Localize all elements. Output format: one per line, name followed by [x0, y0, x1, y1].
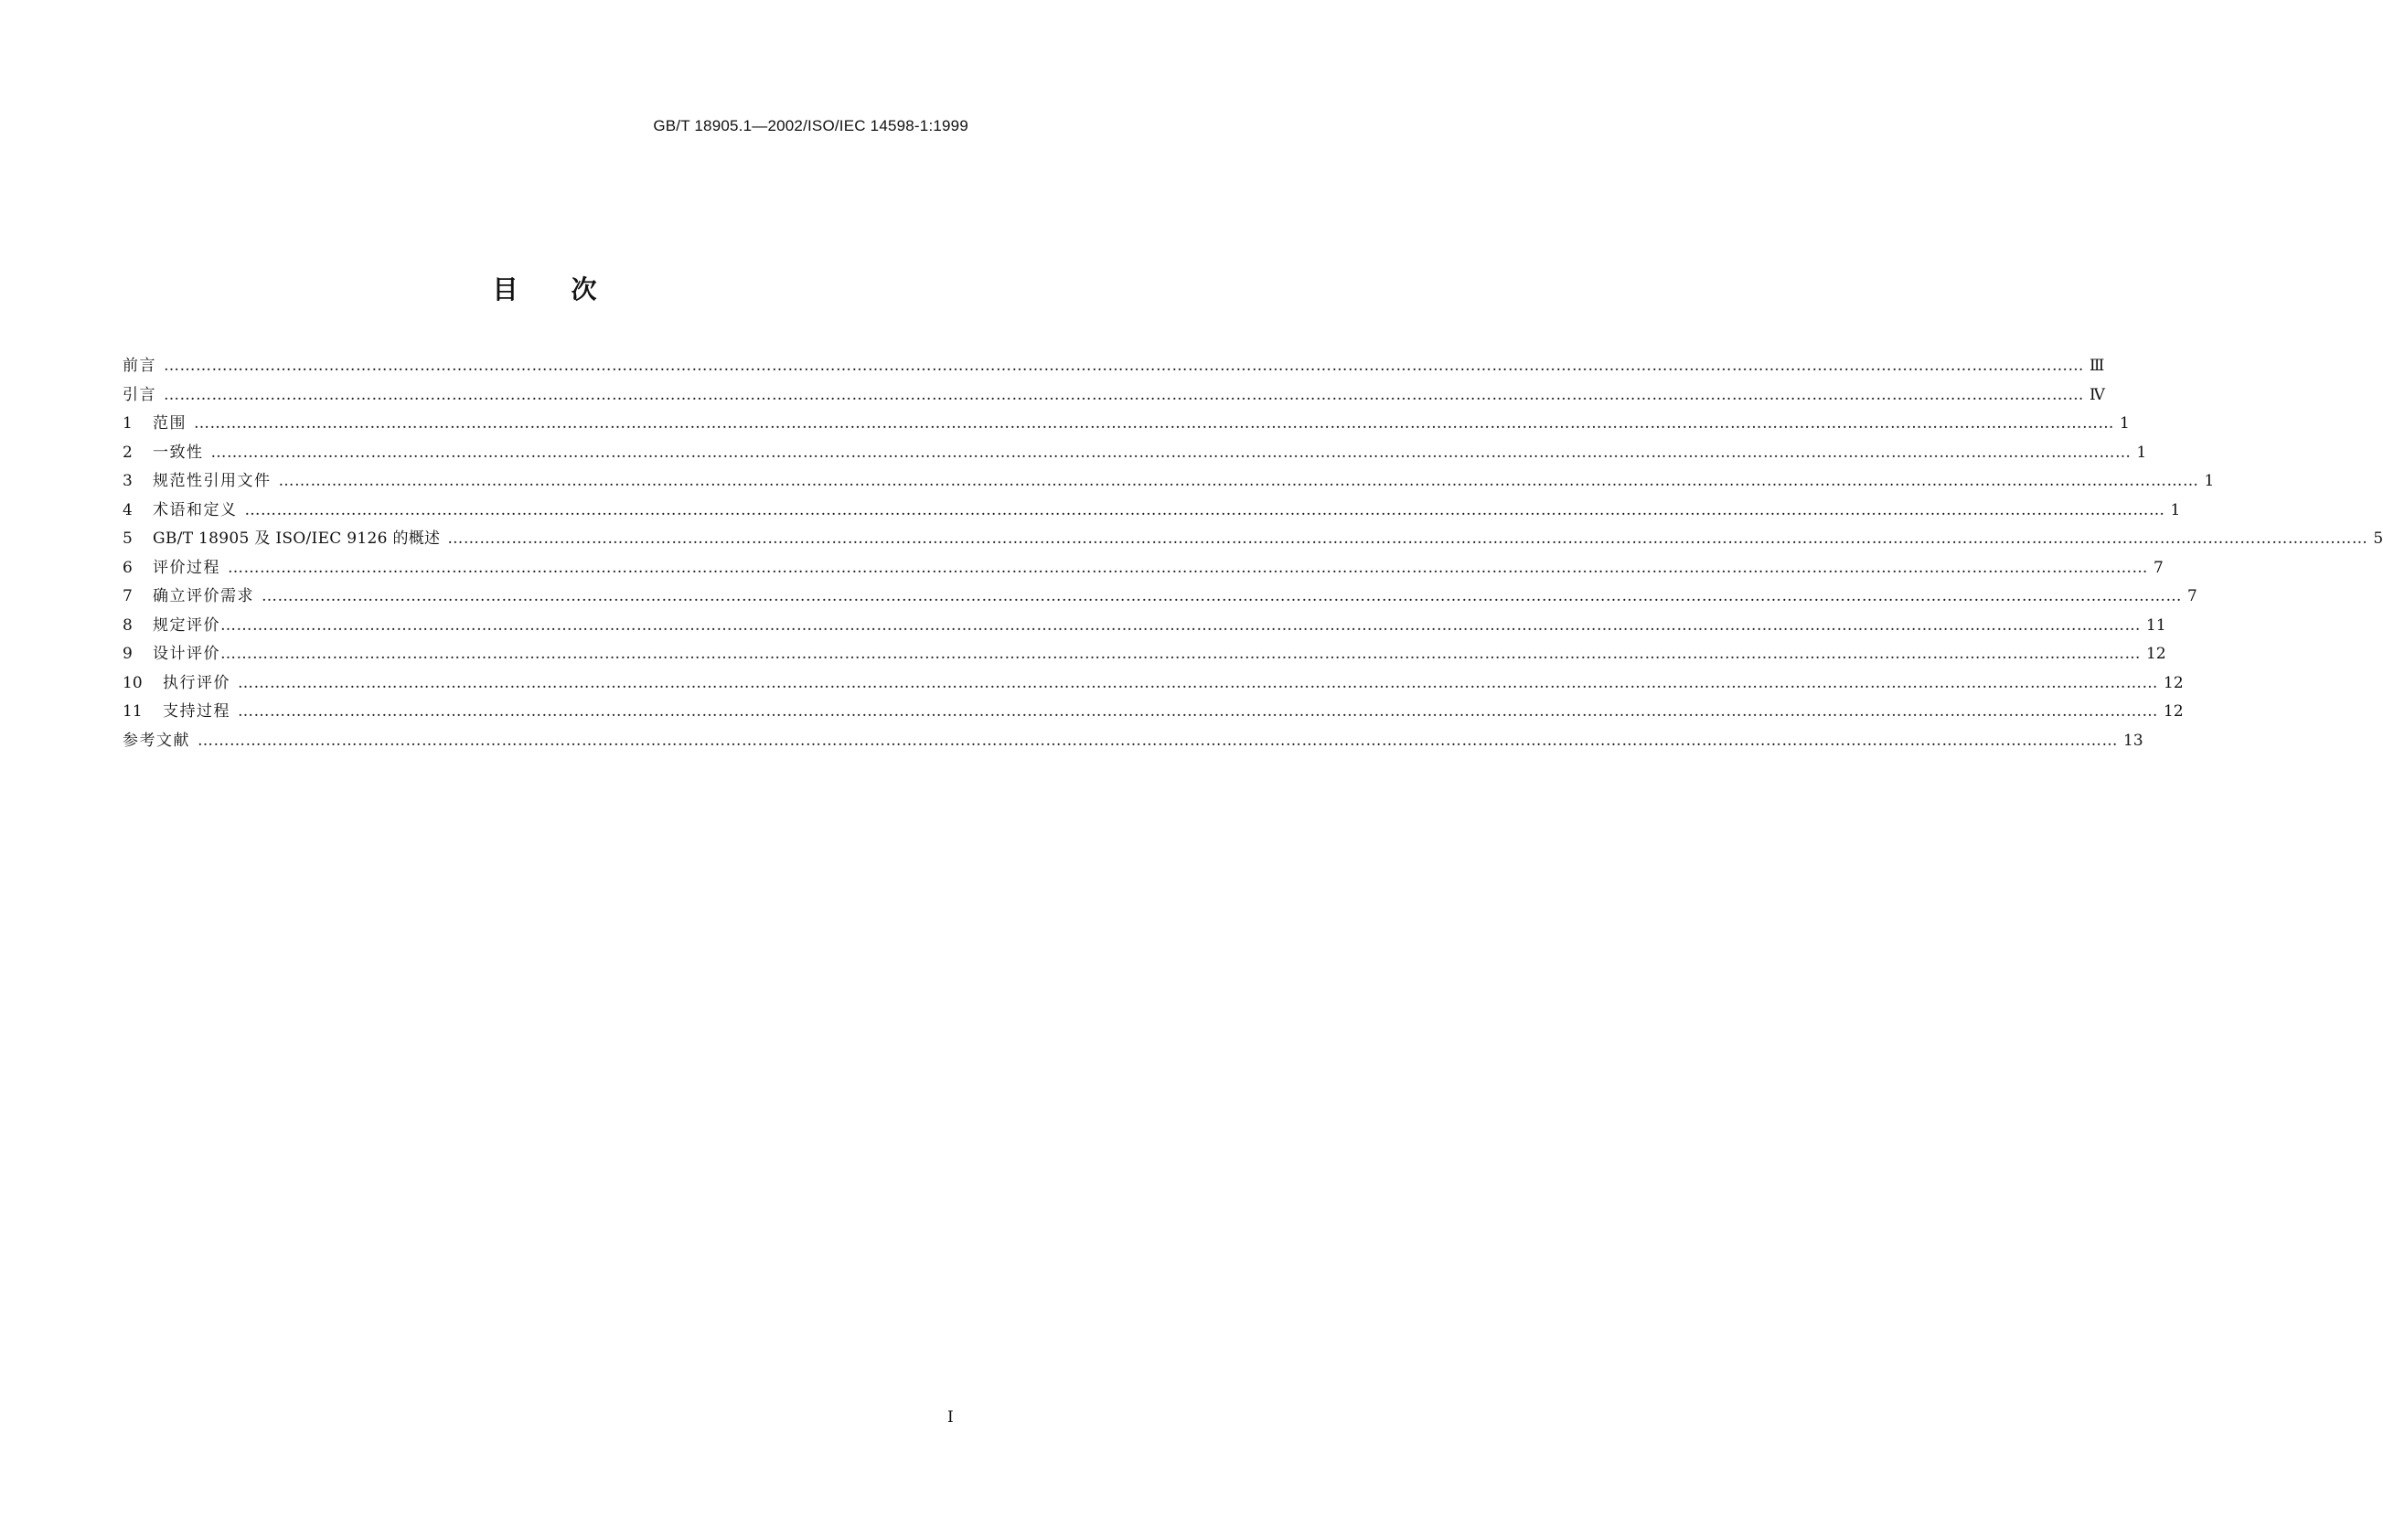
toc-entry-normative-references[interactable] — [123, 467, 2215, 497]
toc-entry-number: 9 — [123, 645, 133, 663]
toc-entry-label: 支持过程 — [163, 702, 230, 721]
toc-entry-execute-evaluation[interactable] — [123, 669, 2184, 699]
toc-leader-dots: ……………………………………………………………………………………………………………………………………………………………………………………………………………………………………………………………………………………………………………………………… — [278, 472, 2199, 490]
toc-entry-conformance[interactable] — [123, 439, 2147, 468]
toc-entry-page: 7 — [2153, 558, 2164, 577]
toc-entry-label: 一致性 — [153, 443, 204, 462]
toc-entry-number: 10 — [123, 673, 143, 692]
table-of-contents — [123, 352, 2383, 755]
toc-entry-label: 范围 — [153, 414, 187, 433]
standard-code-header: GB/T 18905.1—2002/ISO/IEC 14598-1:1999 — [653, 117, 968, 134]
toc-entry-number: 11 — [123, 702, 143, 721]
toc-leader-dots: ……………………………………………………………………………………………………………………………………………………………………………………………………………………………………………………………………………………………………………………………… — [447, 529, 2368, 548]
toc-entry-number: 7 — [123, 587, 133, 605]
toc-entry-page: 1 — [2120, 414, 2130, 433]
toc-entry-label: 术语和定义 — [153, 500, 238, 519]
toc-entry-specify-evaluation[interactable] — [123, 612, 2166, 641]
toc-entry-page: Ⅲ — [2089, 357, 2105, 375]
toc-entry-page: 5 — [2373, 529, 2383, 548]
toc-leader-dots: ……………………………………………………………………………………………………………………………………………………………………………………………………………………………………………………………………………………………………………………………… — [220, 645, 2141, 663]
toc-entry-page: 13 — [2123, 731, 2143, 750]
toc-entry-label: 参考文献 — [123, 731, 190, 750]
toc-leader-dots: ……………………………………………………………………………………………………………………………………………………………………………………………………………………………………………………………………………………………………………………………… — [238, 673, 2158, 692]
toc-entry-page: Ⅳ — [2089, 385, 2105, 404]
toc-entry-number: 4 — [123, 500, 133, 519]
toc-entry-page: 12 — [2164, 702, 2184, 721]
toc-entry-label: 前言 — [123, 357, 156, 375]
toc-title: 目次 — [492, 273, 650, 305]
toc-entry-label: 评价过程 — [153, 558, 220, 577]
toc-entry-bibliography[interactable] — [123, 727, 2143, 756]
toc-entry-page: 12 — [2146, 645, 2166, 663]
toc-entry-evaluation-process[interactable] — [123, 554, 2164, 583]
toc-entry-label: GB/T 18905 及 ISO/IEC 9126 的概述 — [153, 529, 441, 548]
toc-entry-introduction[interactable] — [123, 381, 2105, 411]
toc-entry-scope[interactable] — [123, 410, 2130, 439]
toc-leader-dots: ……………………………………………………………………………………………………………………………………………………………………………………………………………………………………………………………………………………………………………………………… — [194, 414, 2114, 433]
toc-entry-page: 1 — [2204, 472, 2215, 490]
toc-entry-number: 3 — [123, 472, 133, 490]
toc-entry-page: 1 — [2136, 443, 2147, 462]
toc-entry-label: 确立评价需求 — [153, 587, 254, 605]
toc-entry-number: 2 — [123, 443, 133, 462]
toc-entry-design-evaluation[interactable] — [123, 640, 2166, 669]
toc-leader-dots: ……………………………………………………………………………………………………………………………………………………………………………………………………………………………………………………………………………………………………………………………… — [198, 731, 2118, 750]
toc-leader-dots: ……………………………………………………………………………………………………………………………………………………………………………………………………………………………………………………………………………………………………………………………… — [164, 357, 2084, 375]
toc-entry-page: 11 — [2146, 615, 2166, 635]
toc-entry-page: 12 — [2164, 673, 2184, 692]
toc-entry-label: 引言 — [123, 385, 156, 404]
toc-entry-number: 1 — [123, 414, 133, 433]
toc-entry-number: 8 — [123, 615, 133, 635]
toc-leader-dots: ……………………………………………………………………………………………………………………………………………………………………………………………………………………………………………………………………………………………………………………………… — [220, 615, 2141, 635]
toc-entry-label: 规定评价 — [153, 615, 220, 635]
toc-entry-establish-requirements[interactable] — [123, 583, 2197, 612]
toc-leader-dots: ……………………………………………………………………………………………………………………………………………………………………………………………………………………………………………………………………………………………………………………………… — [210, 443, 2132, 462]
toc-entry-page: 1 — [2170, 500, 2181, 519]
toc-entry-support-process[interactable] — [123, 698, 2184, 727]
toc-leader-dots: ……………………………………………………………………………………………………………………………………………………………………………………………………………………………………………………………………………………………………………………………… — [164, 385, 2084, 404]
toc-entry-number: 6 — [123, 558, 133, 577]
toc-entry-number: 5 — [123, 529, 133, 548]
toc-leader-dots: ……………………………………………………………………………………………………………………………………………………………………………………………………………………………………………………………………………………………………………………………… — [238, 702, 2158, 721]
toc-entry-overview[interactable] — [123, 525, 2383, 554]
toc-leader-dots: ……………………………………………………………………………………………………………………………………………………………………………………………………………………………………………………………………………………………………………………………… — [262, 587, 2182, 605]
toc-entry-terms-definitions[interactable] — [123, 497, 2181, 526]
toc-entry-label: 执行评价 — [163, 673, 230, 692]
page-number: I — [947, 1408, 954, 1427]
toc-leader-dots: ……………………………………………………………………………………………………………………………………………………………………………………………………………………………………………………………………………………………………………………………… — [228, 558, 2148, 577]
toc-leader-dots: ……………………………………………………………………………………………………………………………………………………………………………………………………………………………………………………………………………………………………………………………… — [244, 500, 2165, 519]
toc-entry-label: 规范性引用文件 — [153, 472, 272, 490]
toc-entry-page: 7 — [2187, 587, 2197, 605]
toc-entry-label: 设计评价 — [153, 645, 220, 663]
toc-entry-foreword[interactable] — [123, 352, 2105, 381]
